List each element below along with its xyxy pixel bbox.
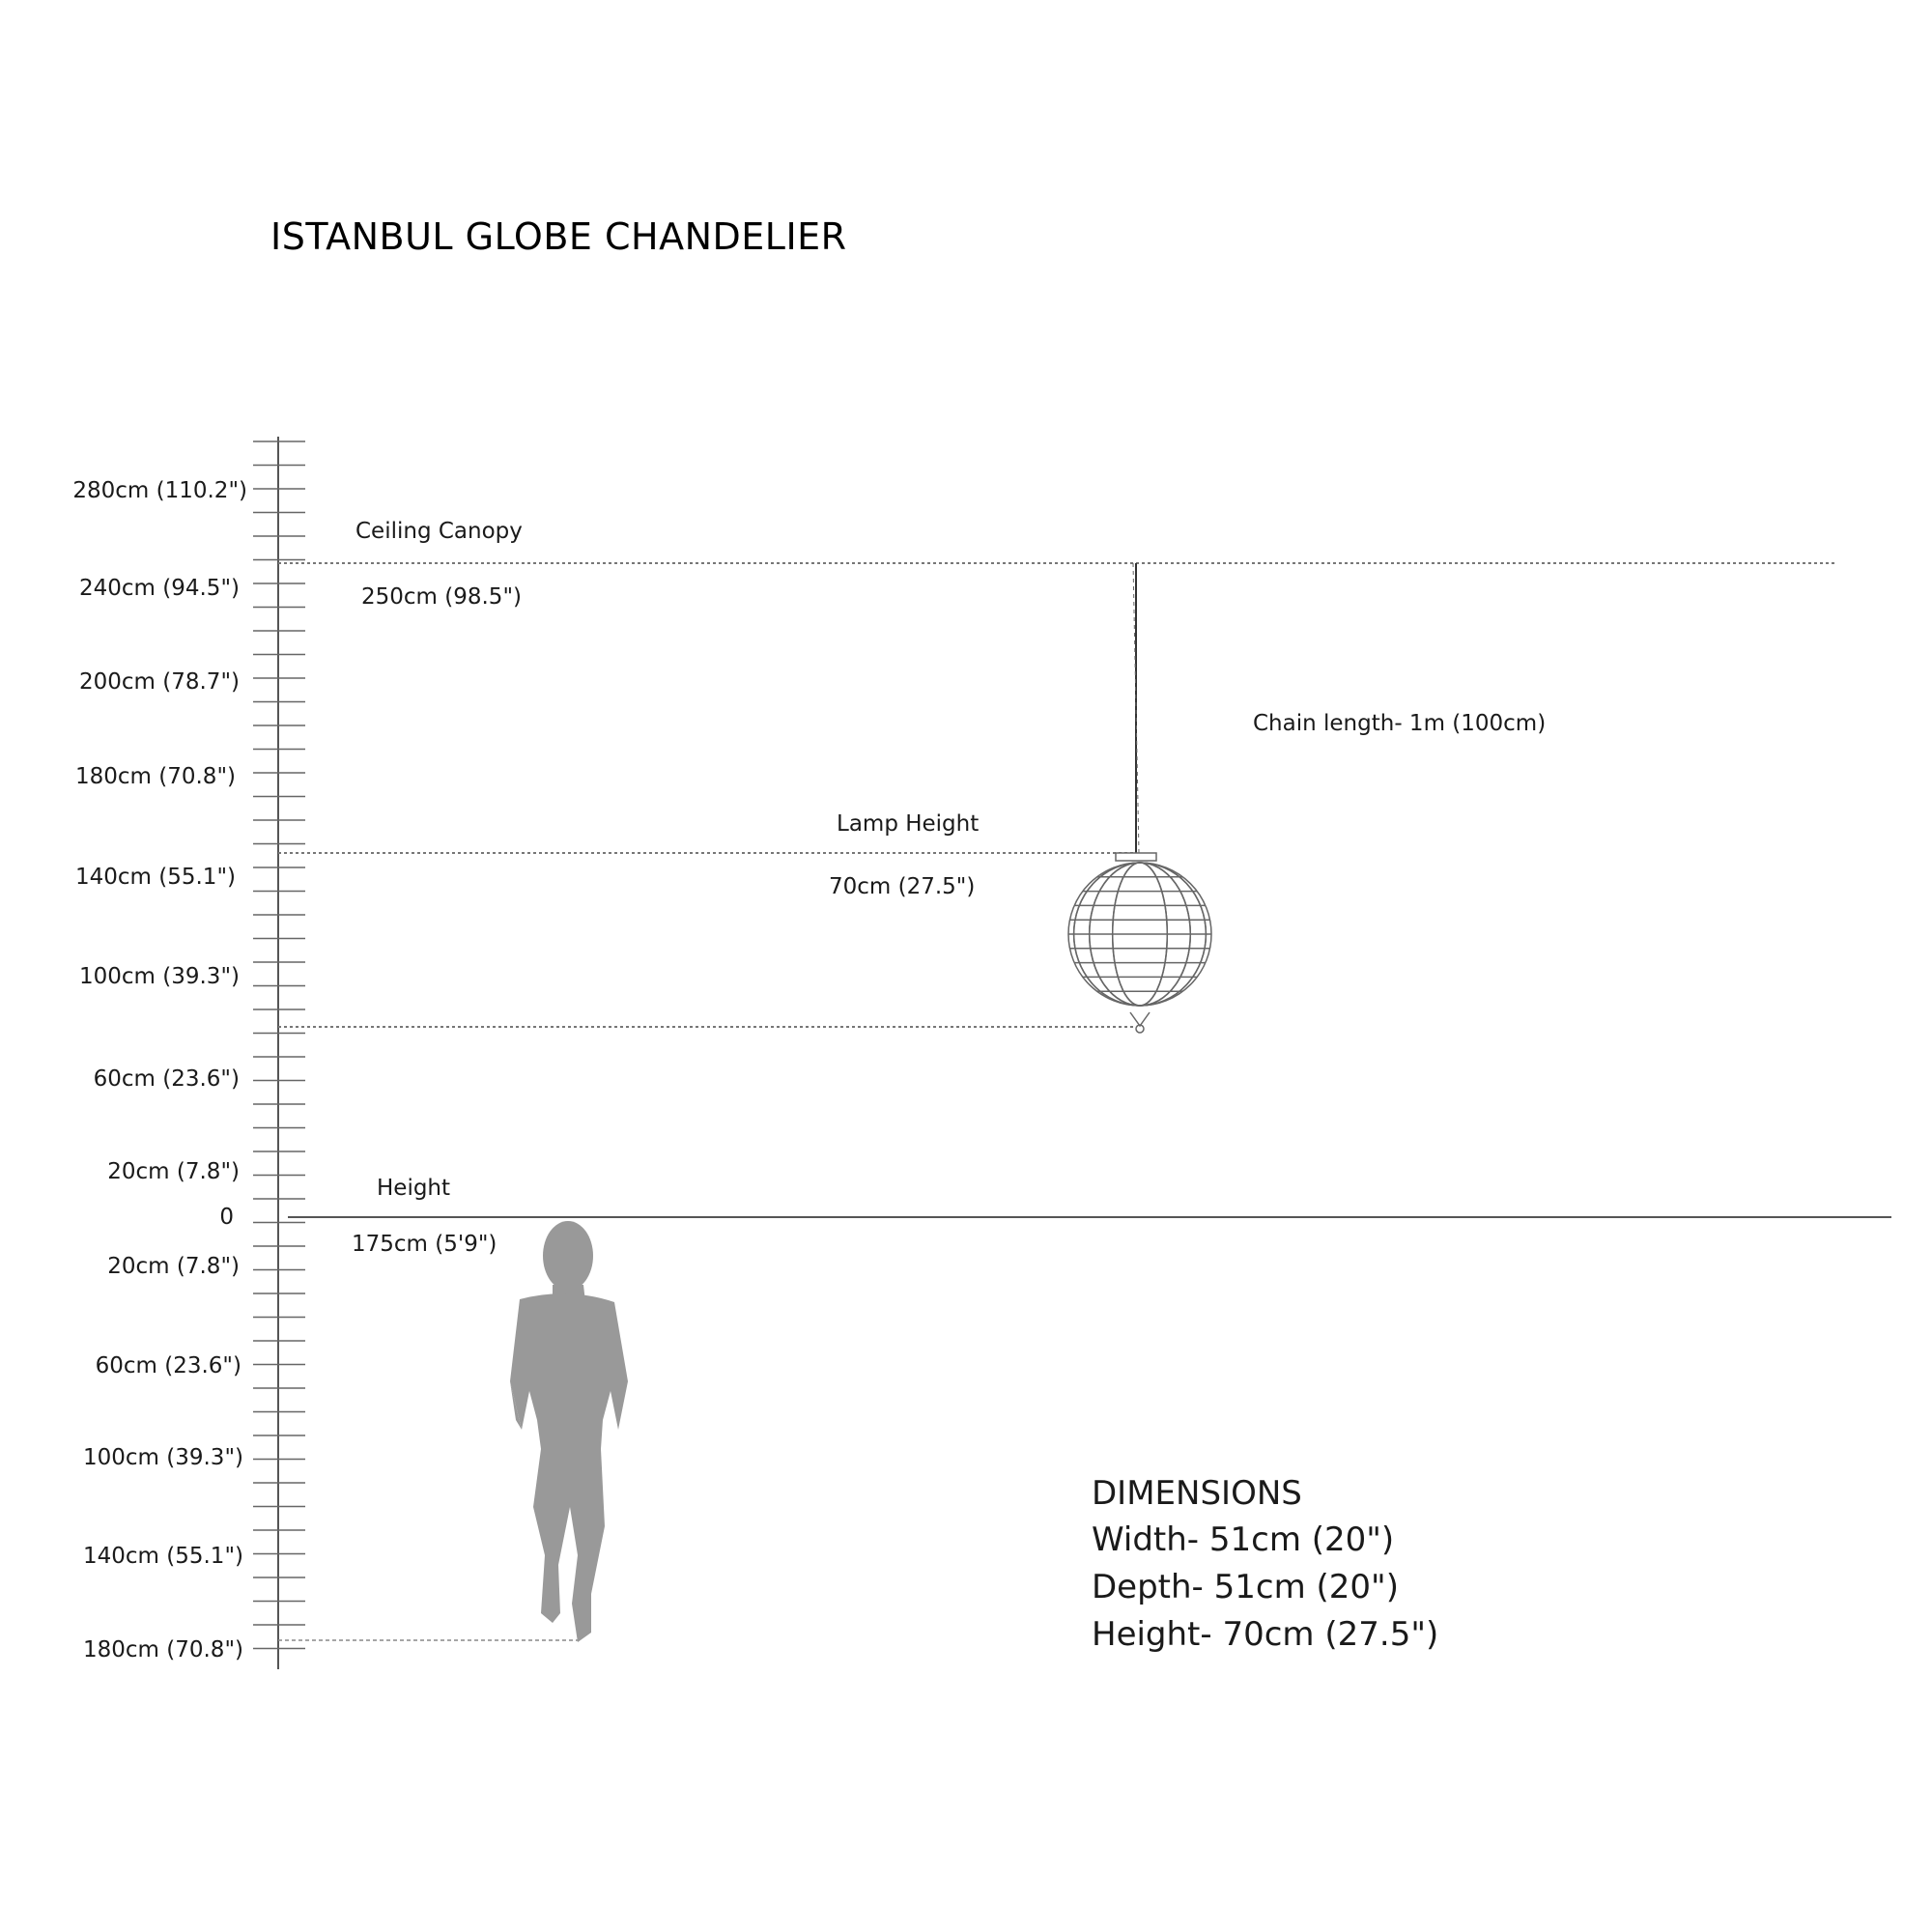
ruler-label: 200cm (78.7") bbox=[79, 669, 240, 695]
ruler-labels-upper bbox=[72, 478, 247, 1184]
ceiling-canopy-label: Ceiling Canopy bbox=[355, 519, 523, 544]
person-silhouette-icon bbox=[510, 1221, 628, 1642]
ruler-label: 60cm (23.6") bbox=[95, 1353, 242, 1378]
globe-chandelier-icon bbox=[1068, 853, 1211, 1033]
chain bbox=[1133, 563, 1139, 853]
lamp-height-value: 70cm (27.5") bbox=[829, 874, 976, 899]
lamp-height-label: Lamp Height bbox=[837, 811, 980, 837]
ceiling-canopy-value: 250cm (98.5") bbox=[361, 584, 522, 610]
ruler-label: 180cm (70.8") bbox=[83, 1637, 243, 1662]
dimensions-width: Width- 51cm (20") bbox=[1092, 1520, 1395, 1559]
ruler-label: 140cm (55.1") bbox=[83, 1544, 243, 1569]
dimensions-heading: DIMENSIONS bbox=[1092, 1474, 1302, 1513]
ruler-label: 100cm (39.3") bbox=[79, 964, 240, 989]
ruler-label: 60cm (23.6") bbox=[93, 1066, 240, 1092]
ruler-label: 20cm (7.8") bbox=[107, 1254, 240, 1279]
ruler-label: 140cm (55.1") bbox=[75, 865, 236, 890]
dimensions-block bbox=[1092, 1474, 1438, 1654]
chain-length-label: Chain length- 1m (100cm) bbox=[1253, 711, 1547, 736]
person-height-label: Height bbox=[377, 1176, 451, 1201]
ruler-label: 180cm (70.8") bbox=[75, 764, 236, 789]
ruler-label: 280cm (110.2") bbox=[72, 478, 247, 503]
ruler-labels-lower bbox=[83, 1254, 243, 1662]
ruler-label: 20cm (7.8") bbox=[107, 1159, 240, 1184]
page-title: ISTANBUL GLOBE CHANDELIER bbox=[270, 215, 847, 258]
ruler-label-zero: 0 bbox=[219, 1205, 234, 1230]
ruler-label: 240cm (94.5") bbox=[79, 576, 240, 601]
person-height-value: 175cm (5'9") bbox=[352, 1232, 497, 1257]
dimensions-height: Height- 70cm (27.5") bbox=[1092, 1615, 1439, 1654]
dimensions-depth: Depth- 51cm (20") bbox=[1092, 1568, 1399, 1606]
ruler-label: 100cm (39.3") bbox=[83, 1445, 243, 1470]
